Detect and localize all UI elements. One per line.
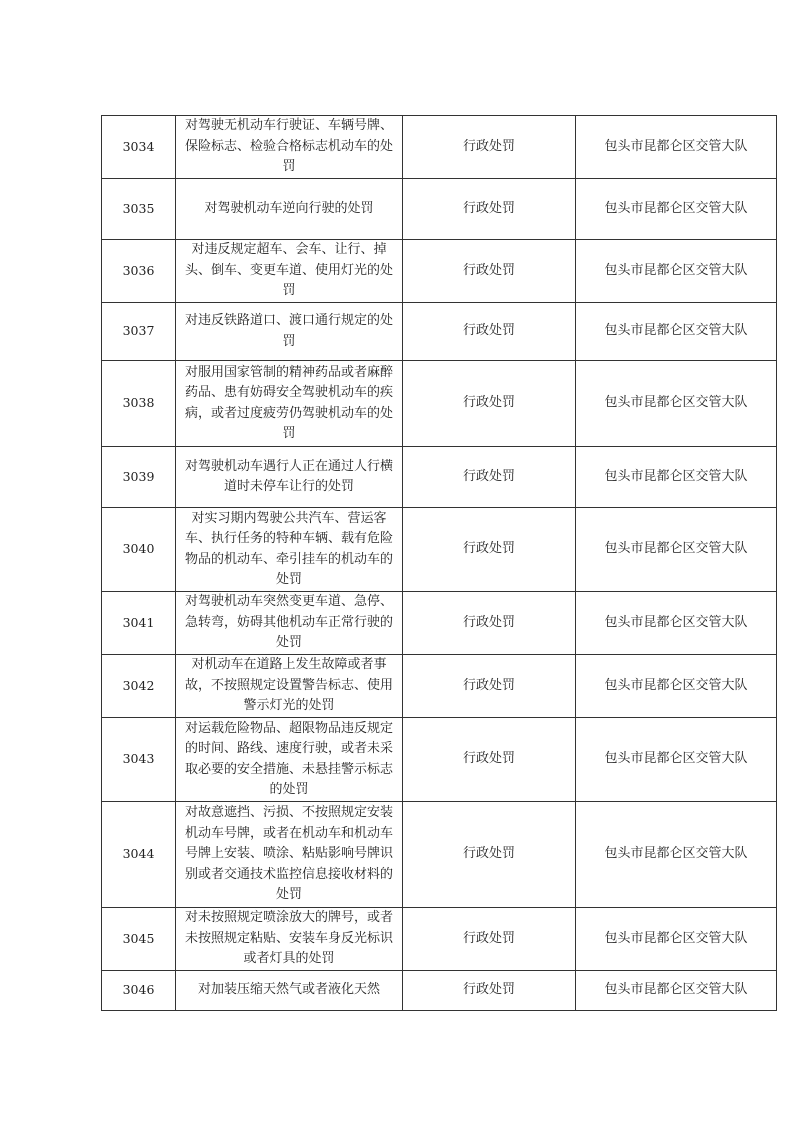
item-department: 包头市昆都仑区交管大队	[576, 508, 777, 592]
item-category: 行政处罚	[403, 908, 576, 971]
item-name: 对驾驶无机动车行驶证、车辆号牌、保险标志、检验合格标志机动车的处罚	[176, 116, 403, 179]
table-row	[102, 802, 777, 908]
table-row	[102, 655, 777, 718]
item-name: 对违反铁路道口、渡口通行规定的处罚	[176, 303, 403, 361]
item-name: 对加装压缩天然气或者液化天然	[176, 970, 403, 1010]
item-department: 包头市昆都仑区交管大队	[576, 592, 777, 655]
item-number: 3039	[102, 447, 176, 508]
item-number: 3043	[102, 718, 176, 802]
item-category: 行政处罚	[403, 116, 576, 179]
item-category: 行政处罚	[403, 718, 576, 802]
table-row	[102, 908, 777, 971]
item-category: 行政处罚	[403, 508, 576, 592]
item-department: 包头市昆都仑区交管大队	[576, 718, 777, 802]
item-number: 3045	[102, 908, 176, 971]
item-number: 3034	[102, 116, 176, 179]
table-row	[102, 303, 777, 361]
item-number: 3044	[102, 802, 176, 908]
item-number: 3035	[102, 179, 176, 240]
item-category: 行政处罚	[403, 655, 576, 718]
item-category: 行政处罚	[403, 240, 576, 303]
item-department: 包头市昆都仑区交管大队	[576, 116, 777, 179]
table-row	[102, 361, 777, 447]
table-row	[102, 179, 777, 240]
item-number: 3040	[102, 508, 176, 592]
table-row	[102, 116, 777, 179]
item-name: 对未按照规定喷涂放大的牌号，或者未按照规定粘贴、安装车身反光标识或者灯具的处罚	[176, 908, 403, 971]
item-department: 包头市昆都仑区交管大队	[576, 361, 777, 447]
table-row	[102, 508, 777, 592]
item-name: 对驾驶机动车逆向行驶的处罚	[176, 179, 403, 240]
item-name: 对实习期内驾驶公共汽车、营运客车、执行任务的特种车辆、载有危险物品的机动车、牵引挂车的机动车的处罚	[176, 508, 403, 592]
item-department: 包头市昆都仑区交管大队	[576, 802, 777, 908]
item-department: 包头市昆都仑区交管大队	[576, 303, 777, 361]
item-category: 行政处罚	[403, 802, 576, 908]
item-name: 对机动车在道路上发生故障或者事故，不按照规定设置警告标志、使用警示灯光的处罚	[176, 655, 403, 718]
item-department: 包头市昆都仑区交管大队	[576, 655, 777, 718]
item-name: 对服用国家管制的精神药品或者麻醉药品、患有妨碍安全驾驶机动车的疾病，或者过度疲劳仍驾驶机动车的处罚	[176, 361, 403, 447]
table-row	[102, 447, 777, 508]
item-name: 对违反规定超车、会车、让行、掉头、倒车、变更车道、使用灯光的处罚	[176, 240, 403, 303]
item-number: 3038	[102, 361, 176, 447]
item-name: 对故意遮挡、污损、不按照规定安装机动车号牌，或者在机动车和机动车号牌上安装、喷涂、粘贴影响号牌识别或者交通技术监控信息接收材料的处罚	[176, 802, 403, 908]
item-department: 包头市昆都仑区交管大队	[576, 179, 777, 240]
item-name: 对运载危险物品、超限物品违反规定的时间、路线、速度行驶，或者未采取必要的安全措施、未悬挂警示标志的处罚	[176, 718, 403, 802]
item-number: 3042	[102, 655, 176, 718]
item-category: 行政处罚	[403, 361, 576, 447]
item-category: 行政处罚	[403, 179, 576, 240]
enforcement-items-table	[101, 115, 777, 1011]
item-number: 3036	[102, 240, 176, 303]
item-department: 包头市昆都仑区交管大队	[576, 908, 777, 971]
item-number: 3046	[102, 970, 176, 1010]
table-row	[102, 970, 777, 1010]
item-department: 包头市昆都仑区交管大队	[576, 970, 777, 1010]
table-row	[102, 592, 777, 655]
item-name: 对驾驶机动车遇行人正在通过人行横道时未停车让行的处罚	[176, 447, 403, 508]
item-department: 包头市昆都仑区交管大队	[576, 447, 777, 508]
table-row	[102, 240, 777, 303]
item-category: 行政处罚	[403, 303, 576, 361]
table-row	[102, 718, 777, 802]
item-number: 3037	[102, 303, 176, 361]
item-category: 行政处罚	[403, 592, 576, 655]
item-name: 对驾驶机动车突然变更车道、急停、急转弯，妨碍其他机动车正常行驶的处罚	[176, 592, 403, 655]
item-number: 3041	[102, 592, 176, 655]
item-category: 行政处罚	[403, 447, 576, 508]
item-department: 包头市昆都仑区交管大队	[576, 240, 777, 303]
item-category: 行政处罚	[403, 970, 576, 1010]
